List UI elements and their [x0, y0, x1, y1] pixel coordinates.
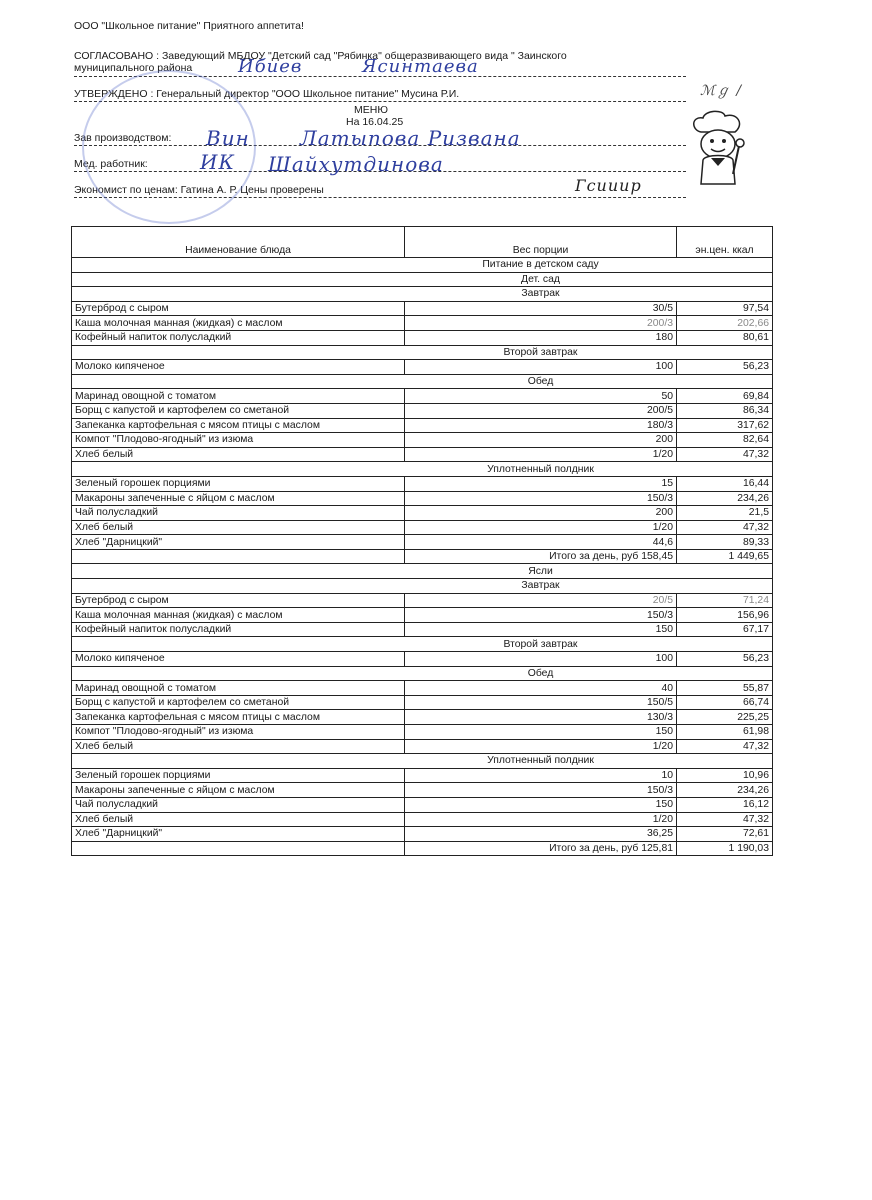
dish-weight: 180 [405, 330, 677, 345]
dish-weight: 44,6 [405, 535, 677, 550]
total-kcal: 1 190,03 [677, 841, 773, 856]
table-row [72, 710, 773, 725]
production-head-label: Зав производством: [74, 132, 172, 144]
dish-kcal: 16,44 [677, 476, 773, 491]
dish-weight: 150/3 [405, 608, 677, 623]
dish-name: Кофейный напиток полусладкий [72, 330, 405, 345]
dish-kcal: 47,32 [677, 520, 773, 535]
menu-table [71, 226, 773, 856]
dish-weight: 40 [405, 681, 677, 696]
dish-weight: 150/3 [405, 783, 677, 798]
dish-name: Хлеб белый [72, 520, 405, 535]
dish-name: Бутерброд с сыром [72, 593, 405, 608]
dish-kcal: 97,54 [677, 301, 773, 316]
meal-title: Уплотненный полдник [405, 754, 677, 769]
table-row [72, 389, 773, 404]
table-row [72, 418, 773, 433]
dish-name: Макароны запеченные с яйцом с маслом [72, 783, 405, 798]
meal-title: Завтрак [405, 287, 677, 302]
dish-weight: 150 [405, 797, 677, 812]
dish-weight: 200 [405, 506, 677, 521]
dish-weight: 130/3 [405, 710, 677, 725]
table-row [72, 476, 773, 491]
table-row [72, 622, 773, 637]
total-label: Итого за день, руб 158,45 [405, 549, 677, 564]
approved-line-2: муниципального района [74, 62, 193, 74]
meal-title: Обед [405, 374, 677, 389]
dish-weight: 180/3 [405, 418, 677, 433]
dish-weight: 150 [405, 725, 677, 740]
dish-kcal: 317,62 [677, 418, 773, 433]
table-row [72, 593, 773, 608]
col-header-energy: эн.цен. ккал [677, 227, 773, 258]
table-row [72, 520, 773, 535]
dish-weight: 50 [405, 389, 677, 404]
total-kcal: 1 449,65 [677, 549, 773, 564]
dish-kcal: 16,12 [677, 797, 773, 812]
table-row [72, 301, 773, 316]
meal-title-row [72, 666, 773, 681]
dish-name: Маринад овощной с томатом [72, 681, 405, 696]
dish-kcal: 10,96 [677, 768, 773, 783]
meal-title: Уплотненный полдник [405, 462, 677, 477]
table-row [72, 797, 773, 812]
signature-approver-name: Ясинтаева [362, 56, 479, 77]
menu-title: МЕНЮ [354, 104, 388, 116]
total-label: Итого за день, руб 125,81 [405, 841, 677, 856]
dish-weight: 200 [405, 433, 677, 448]
table-row [72, 681, 773, 696]
dish-name: Хлеб "Дарницкий" [72, 827, 405, 842]
signature-director: ℳℊ / [700, 83, 743, 99]
table-row [72, 725, 773, 740]
section-row [72, 258, 773, 273]
meal-title: Завтрак [405, 579, 677, 594]
dish-weight: 200/5 [405, 403, 677, 418]
table-row [72, 652, 773, 667]
dish-kcal: 202,66 [677, 316, 773, 331]
group-title-row [72, 272, 773, 287]
group-title-row [72, 564, 773, 579]
signature-production: Вин [206, 126, 250, 150]
medic-label: Мед. работник: [74, 158, 148, 170]
dish-weight: 150/3 [405, 491, 677, 506]
dish-weight: 100 [405, 652, 677, 667]
menu-date: На 16.04.25 [346, 116, 404, 128]
table-row [72, 316, 773, 331]
confirmed-line: УТВЕРЖДЕНО : Генеральный директор "ООО Школьное питание" Мусина Р.И. [74, 88, 460, 100]
dish-kcal: 56,23 [677, 652, 773, 667]
meal-title: Второй завтрак [405, 637, 677, 652]
dish-kcal: 234,26 [677, 491, 773, 506]
dish-kcal: 47,32 [677, 739, 773, 754]
table-row [72, 812, 773, 827]
dish-name: Запеканка картофельная с мясом птицы с маслом [72, 418, 405, 433]
meal-title-row [72, 579, 773, 594]
meal-title-row [72, 345, 773, 360]
dish-name: Чай полусладкий [72, 797, 405, 812]
meal-title-row [72, 462, 773, 477]
meal-title-row [72, 287, 773, 302]
table-row [72, 447, 773, 462]
dish-weight: 1/20 [405, 520, 677, 535]
table-row [72, 695, 773, 710]
dish-name: Хлеб белый [72, 739, 405, 754]
table-row [72, 330, 773, 345]
signature-medic-name: Шайхутдинова [268, 152, 444, 176]
dish-kcal: 225,25 [677, 710, 773, 725]
dish-kcal: 66,74 [677, 695, 773, 710]
dish-name: Хлеб белый [72, 447, 405, 462]
signature-approver: Ибиев [238, 56, 303, 77]
dish-weight: 1/20 [405, 447, 677, 462]
dish-kcal: 47,32 [677, 812, 773, 827]
dish-weight: 30/5 [405, 301, 677, 316]
dish-name: Макароны запеченные с яйцом с маслом [72, 491, 405, 506]
dish-kcal: 56,23 [677, 360, 773, 375]
dish-kcal: 156,96 [677, 608, 773, 623]
dish-kcal: 86,34 [677, 403, 773, 418]
meal-title-row [72, 754, 773, 769]
dish-kcal: 55,87 [677, 681, 773, 696]
table-row [72, 506, 773, 521]
dish-name: Хлеб белый [72, 812, 405, 827]
dish-name: Чай полусладкий [72, 506, 405, 521]
dish-kcal: 71,24 [677, 593, 773, 608]
dish-kcal: 72,61 [677, 827, 773, 842]
dish-name: Хлеб "Дарницкий" [72, 535, 405, 550]
dish-weight: 1/20 [405, 812, 677, 827]
dish-kcal: 21,5 [677, 506, 773, 521]
dish-weight: 10 [405, 768, 677, 783]
dish-weight: 36,25 [405, 827, 677, 842]
table-row [72, 827, 773, 842]
dish-weight: 100 [405, 360, 677, 375]
dish-name: Бутерброд с сыром [72, 301, 405, 316]
dish-kcal: 89,33 [677, 535, 773, 550]
meal-title-row [72, 637, 773, 652]
group-title: Ясли [405, 564, 677, 579]
dish-kcal: 80,61 [677, 330, 773, 345]
dish-weight: 150/5 [405, 695, 677, 710]
dish-name: Молоко кипяченое [72, 652, 405, 667]
dish-name: Компот "Плодово-ягодный" из изюма [72, 433, 405, 448]
table-row [72, 360, 773, 375]
signature-production-name: Латыпова Ризвана [300, 126, 521, 150]
table-row [72, 608, 773, 623]
dish-name: Кофейный напиток полусладкий [72, 622, 405, 637]
dish-kcal: 61,98 [677, 725, 773, 740]
dish-name: Зеленый горошек порциями [72, 476, 405, 491]
dish-kcal: 47,32 [677, 447, 773, 462]
total-row [72, 549, 773, 564]
dish-name: Каша молочная манная (жидкая) с маслом [72, 608, 405, 623]
total-row [72, 841, 773, 856]
approved-line: СОГЛАСОВАНО : Заведующий МБДОУ "Детский сад "Рябинка" общеразвивающего вида " Заинского [74, 50, 567, 62]
dish-weight: 15 [405, 476, 677, 491]
dish-weight: 20/5 [405, 593, 677, 608]
table-row [72, 783, 773, 798]
economist-line: Экономист по ценам: Гатина А. Р. Цены проверены [74, 184, 324, 196]
dish-name: Зеленый горошек порциями [72, 768, 405, 783]
table-row [72, 768, 773, 783]
chef-mascot-icon [683, 110, 753, 188]
dish-kcal: 234,26 [677, 783, 773, 798]
signature-economist: Гсииир [575, 176, 642, 195]
dish-name: Запеканка картофельная с мясом птицы с маслом [72, 710, 405, 725]
table-row [72, 433, 773, 448]
meal-title: Обед [405, 666, 677, 681]
dish-weight: 150 [405, 622, 677, 637]
meal-title: Второй завтрак [405, 345, 677, 360]
section-title: Питание в детском саду [405, 258, 677, 273]
dish-name: Компот "Плодово-ягодный" из изюма [72, 725, 405, 740]
dish-name: Молоко кипяченое [72, 360, 405, 375]
table-row [72, 739, 773, 754]
signature-medic: ИК [200, 150, 235, 174]
table-row [72, 491, 773, 506]
dish-name: Борщ с капустой и картофелем со сметаной [72, 403, 405, 418]
dish-name: Каша молочная манная (жидкая) с маслом [72, 316, 405, 331]
table-header-row [72, 227, 773, 258]
dish-weight: 1/20 [405, 739, 677, 754]
group-title: Дет. сад [405, 272, 677, 287]
dish-kcal: 82,64 [677, 433, 773, 448]
dish-kcal: 69,84 [677, 389, 773, 404]
col-header-weight: Вес порции [405, 227, 677, 258]
dish-kcal: 67,17 [677, 622, 773, 637]
col-header-name: Наименование блюда [72, 227, 405, 258]
company-line: ООО "Школьное питание" Приятного аппетита! [74, 20, 304, 32]
dish-name: Маринад овощной с томатом [72, 389, 405, 404]
table-row [72, 403, 773, 418]
meal-title-row [72, 374, 773, 389]
dish-weight: 200/3 [405, 316, 677, 331]
dish-name: Борщ с капустой и картофелем со сметаной [72, 695, 405, 710]
table-row [72, 535, 773, 550]
